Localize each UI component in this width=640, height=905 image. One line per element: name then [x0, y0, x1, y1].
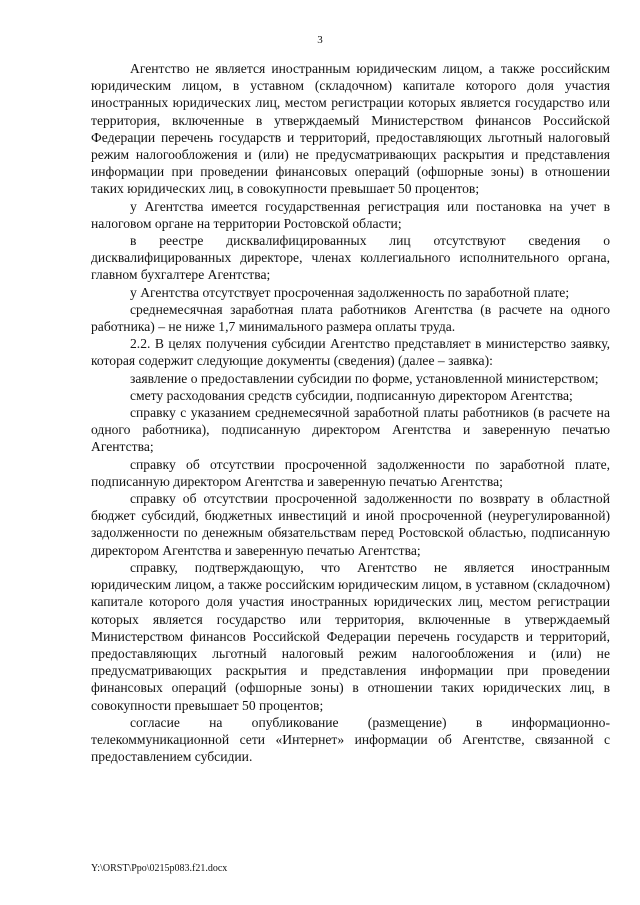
- paragraph: справку с указанием среднемесячной заработной платы работников (в расчете на одного работника), подписанную директором Агентства и заверенную печатью Агентства;: [91, 405, 610, 455]
- page-number: 3: [317, 34, 323, 46]
- paragraph: смету расходования средств субсидии, подписанную директором Агентства;: [130, 387, 573, 403]
- paragraph: Агентство не является иностранным юридическим лицом, а также российским юридическим лицом, в уставном (складочном) капитале которого доля участия иностранных юридических лиц, местом регистрации которых является государство или территория, включенные в утверждаемый Министерством финансов Российской Федерации перечень государств и территорий, предоставляющих льготный налоговый режим налогообложения и (или) не предусматривающих раскрытия и представления информации при проведении финансовых операций (офшорные зоны) в отношении таких юридических лиц, в совокупности превышает 50 процентов;: [91, 61, 610, 197]
- paragraph: у Агентства отсутствует просроченная задолженность по заработной плате;: [130, 284, 570, 300]
- paragraph: согласие на опубликование (размещение) в информационно-телекоммуникационной сети «Интернет» информации об Агентстве, связанной с предоставлением субсидии.: [91, 714, 610, 765]
- paragraph: в реестре дисквалифицированных лиц отсутствуют сведения о дисквалифицированных директоре, членах коллегиального исполнительного органа, главном бухгалтере Агентства;: [91, 233, 610, 283]
- paragraph: справку, подтверждающую, что Агентство не является иностранным юридическим лицом, а также российским юридическим лицом, в уставном (складочном) капитале которого доля участия иностранных юридических лиц, местом регистрации которых является государство или территория, включенные в утверждаемый Министерством финансов Российской Федерации перечень государств и территорий, предоставляющих льготный налоговый режим налогообложения и (или) не предусматривающих раскрытия и представления информации при проведении финансовых операций (офшорные зоны) в отношении таких юридических лиц, в совокупности превышает 50 процентов;: [91, 559, 610, 713]
- file-path-footer: Y:\ORST\Ppo\0215p083.f21.docx: [91, 863, 228, 874]
- paragraph: справку об отсутствии просроченной задолженности по возврату в областной бюджет субсидий, бюджетных инвестиций и иной просроченной (неурегулированной) задолженности по денежным обязательствам перед Ростовской областью, подписанную директором Агентства и заверенную печатью Агентства;: [91, 491, 610, 558]
- paragraph: среднемесячная заработная плата работников Агентства (в расчете на одного работника) – не ниже 1,7 минимального размера оплаты труда.: [91, 301, 610, 335]
- paragraph: справку об отсутствии просроченной задолженности по заработной плате, подписанную директором Агентства и заверенную печатью Агентства;: [91, 456, 610, 489]
- paragraph: 2.2. В целях получения субсидии Агентство представляет в министерство заявку, которая содержит следующие документы (сведения) (далее – заявка):: [91, 336, 610, 369]
- paragraph: заявление о предоставлении субсидии по форме, установленной министерством;: [130, 370, 599, 386]
- document-body: [91, 60, 610, 765]
- paragraph: у Агентства имеется государственная регистрация или постановка на учет в налоговом органе на территории Ростовской области;: [91, 198, 610, 231]
